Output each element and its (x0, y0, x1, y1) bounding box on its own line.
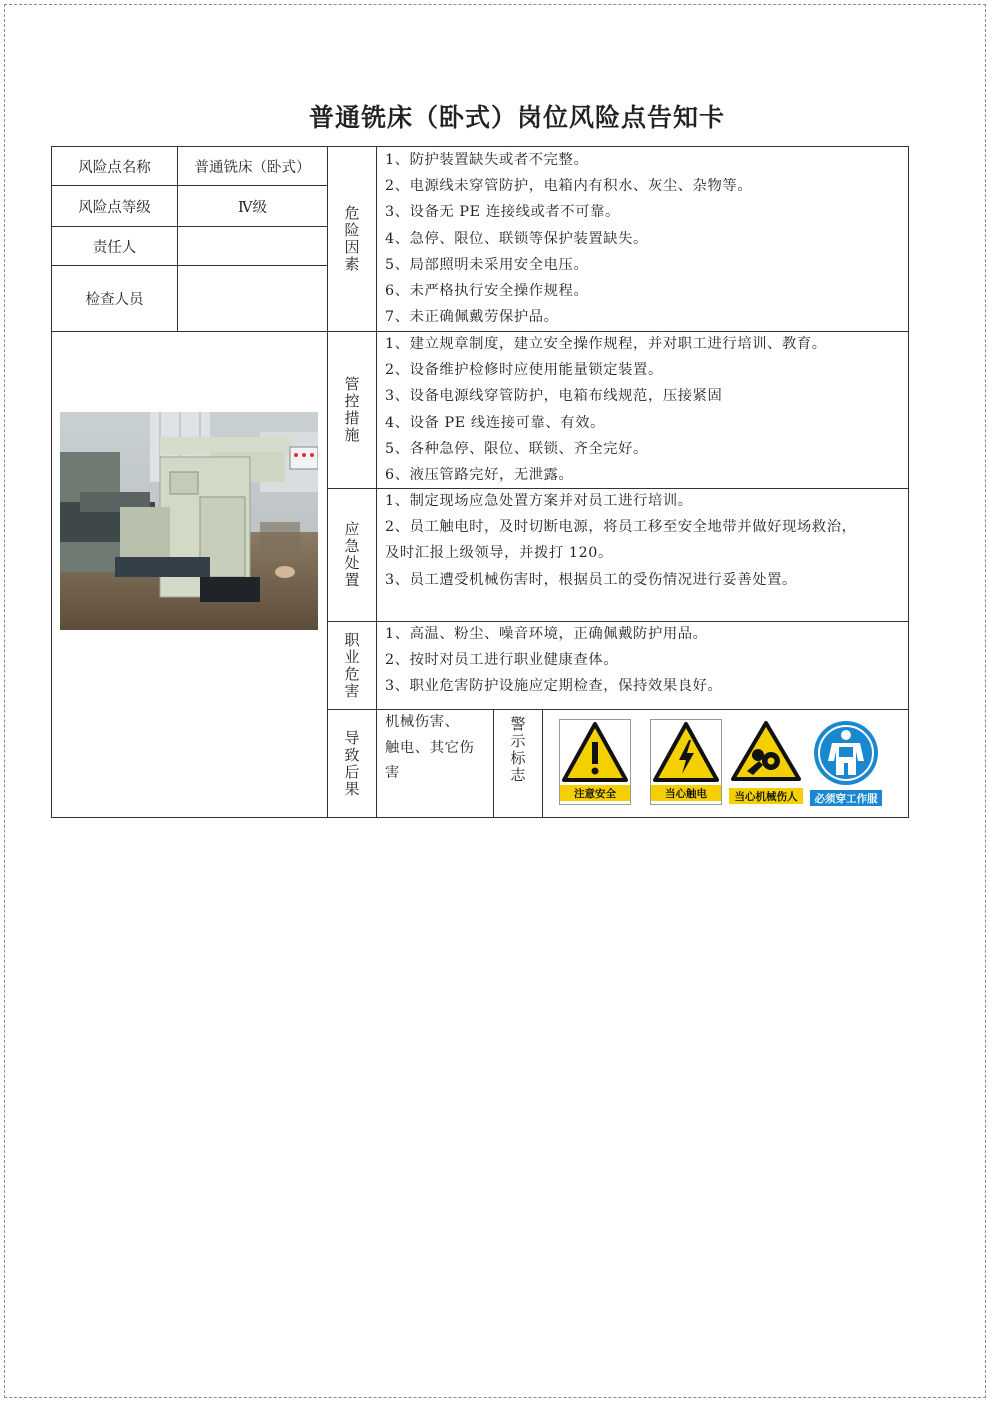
risk-level-value: Ⅳ级 (238, 199, 267, 216)
owner-value (178, 227, 327, 265)
consequence-label: 导 致 后 果 (344, 729, 360, 798)
list-item: 4、急停、限位、联锁等保护装置缺失。 (385, 230, 648, 247)
controls-list (385, 331, 827, 488)
warning-sign-mechanical: 当心机械伤人 (729, 719, 803, 807)
controls-label: 管 控 措 施 (344, 375, 360, 444)
hazards-list (385, 147, 752, 330)
list-item: 3、设备电源线穿管防护，电箱布线规范，压接紧固 (385, 388, 723, 405)
inspector-label: 检查人员 (85, 292, 144, 308)
workwear-circle-icon (810, 719, 882, 789)
hazards-label: 危 险 因 素 (344, 204, 360, 273)
list-item: 2、员工触电时，及时切断电源，将员工移至安全地带并做好现场救治， (385, 519, 857, 536)
occupational-list (385, 621, 722, 700)
warning-sign-electric: 当心触电 (650, 719, 722, 805)
emergency-list (385, 488, 857, 593)
warning-sign-attention: 注意安全 (559, 719, 631, 805)
list-item: 4、设备 PE 线连接可靠、有效。 (385, 414, 606, 431)
list-item: 3、员工遭受机械伤害时，根据员工的受伤情况进行妥善处置。 (385, 571, 797, 588)
page-title: 普通铣床（卧式）岗位风险点告知卡 (308, 103, 725, 132)
list-item: 2、按时对员工进行职业健康查体。 (385, 652, 619, 669)
list-item: 1、制定现场应急处置方案并对员工进行培训。 (385, 493, 693, 509)
list-item: 6、未严格执行安全操作规程。 (385, 283, 589, 300)
milling-machine-photo (60, 412, 318, 630)
occupational-label: 职 业 危 害 (344, 630, 360, 700)
list-item: 1、高温、粉尘、噪音环境，正确佩戴防护用品。 (385, 626, 708, 642)
list-item: 5、局部照明未采用安全电压。 (385, 256, 589, 273)
mandatory-sign-workwear: 必须穿工作服 (810, 719, 882, 809)
warning-label: 警 示 标 志 (510, 715, 526, 784)
consequence-text: 机械伤害、 触电、其它伤 害 (385, 714, 475, 781)
list-item: 3、职业危害防护设施应定期检查，保持效果良好。 (385, 678, 723, 695)
list-item: 1、建立规章制度，建立安全操作规程，并对职工进行培训、教育。 (385, 336, 827, 352)
list-item: 2、设备维护检修时应使用能量锁定装置。 (385, 362, 663, 379)
gear-hand-triangle-icon (729, 719, 803, 783)
owner-label: 责任人 (92, 239, 137, 256)
risk-level-label: 风险点等级 (78, 199, 151, 216)
list-item: 及时汇报上级领导，并拨打 120。 (385, 545, 613, 562)
list-item: 3、设备无 PE 连接线或者不可靠。 (385, 204, 620, 221)
inspector-value (178, 266, 327, 331)
risk-name-value: 普通铣床（卧式） (194, 159, 311, 176)
list-item: 2、电源线未穿管防护，电箱内有积水、灰尘、杂物等。 (385, 178, 753, 195)
exclamation-triangle-icon (560, 720, 630, 784)
list-item: 6、液压管路完好，无泄露。 (385, 467, 574, 484)
lightning-triangle-icon (651, 720, 721, 784)
list-item: 5、各种急停、限位、联锁、齐全完好。 (385, 440, 648, 457)
emergency-label: 应 急 处 置 (344, 520, 360, 589)
list-item: 1、防护装置缺失或者不完整。 (385, 152, 589, 168)
list-item: 7、未正确佩戴劳保护品。 (385, 309, 559, 326)
risk-name-label: 风险点名称 (78, 159, 151, 176)
